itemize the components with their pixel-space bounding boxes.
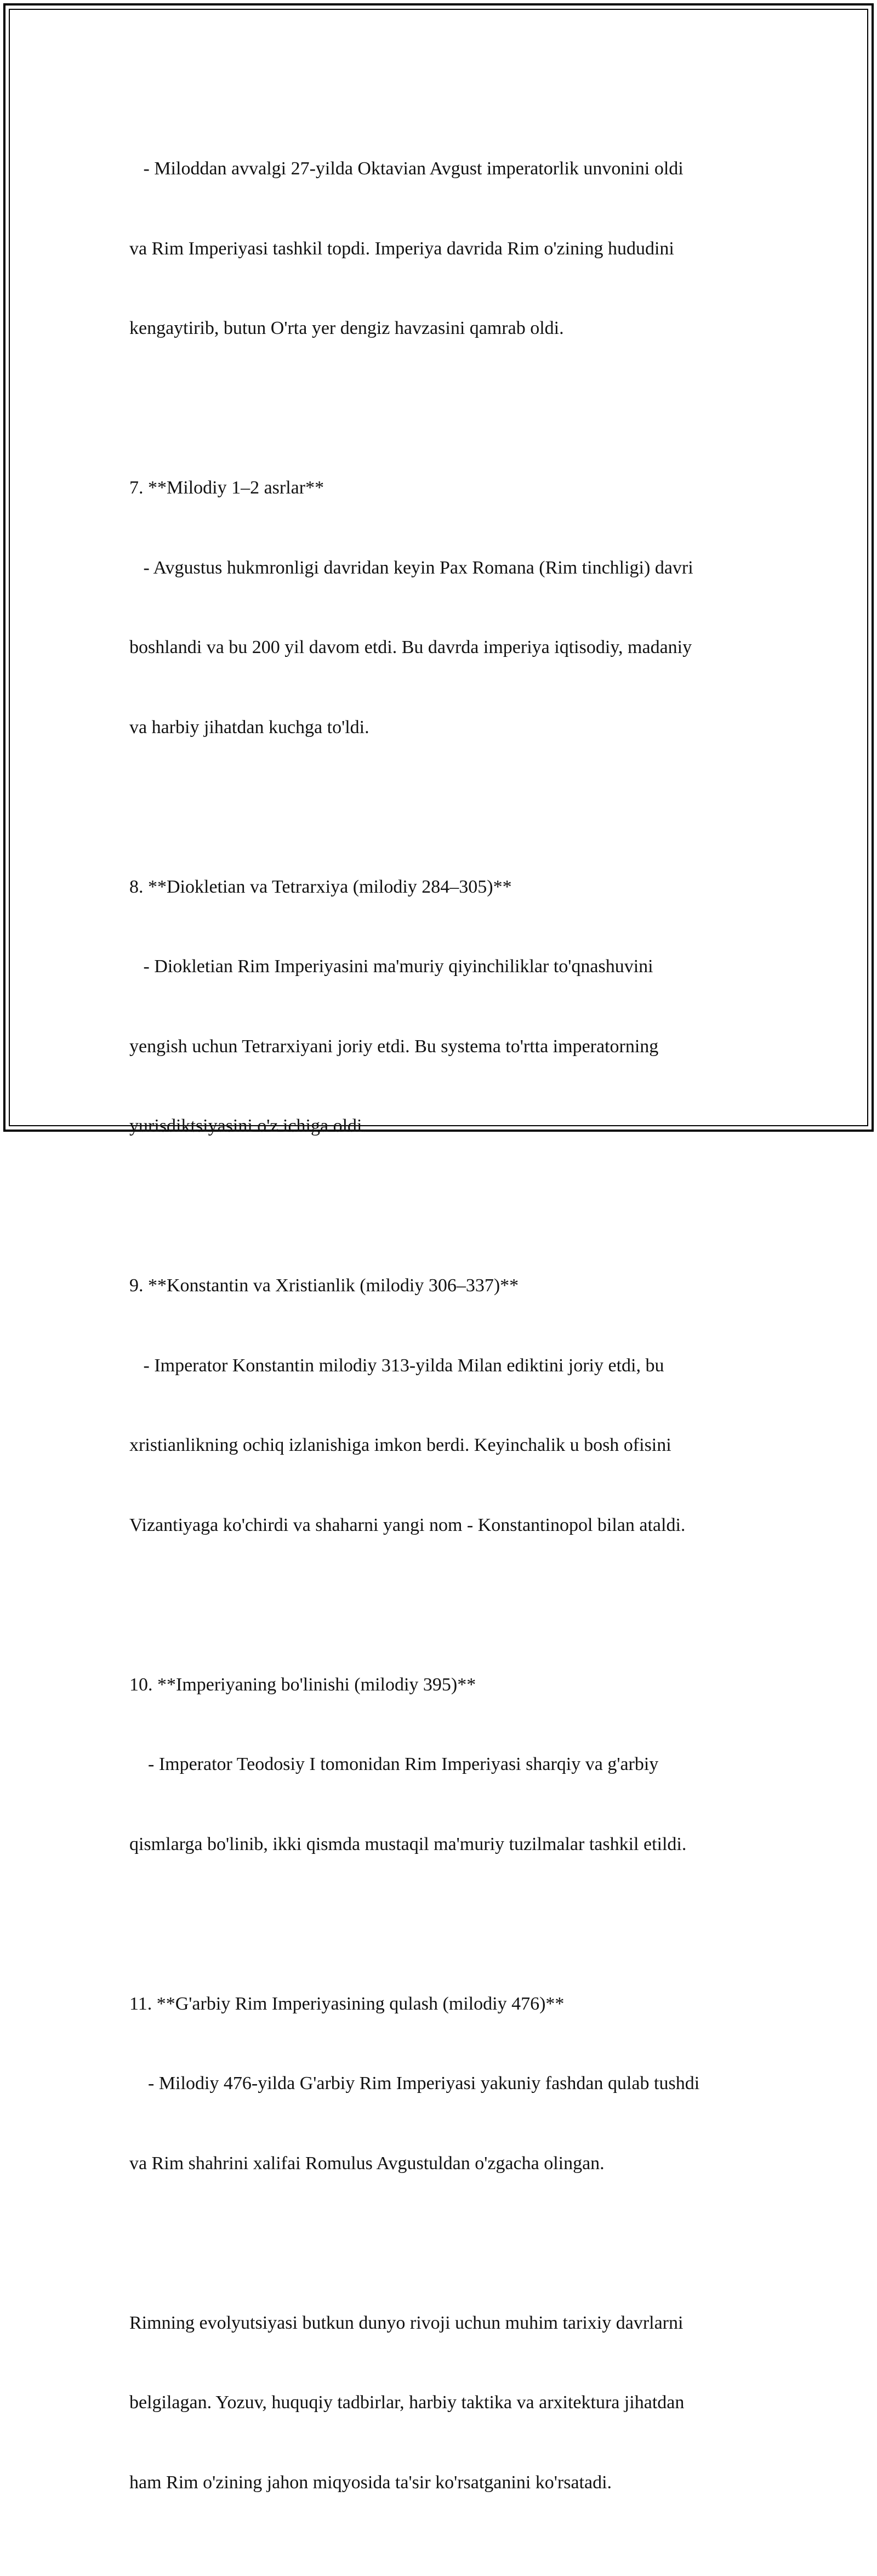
- text-line: boshlandi va bu 200 yil davom etdi. Bu davrda imperiya iqtisodiy, madaniy: [129, 637, 692, 657]
- paragraph-conclusion: [129, 2257, 760, 2550]
- text-line: - Diokletian Rim Imperiyasini ma'muriy qiyinchiliklar to'qnashuvini: [129, 956, 653, 977]
- list-item-8: [129, 821, 760, 1193]
- list-item-heading: 9. **Konstantin va Xristianlik (milodiy 306–337)**: [129, 1275, 519, 1296]
- text-line: ham Rim o'zining jahon miqyosida ta'sir ko'rsatganini ko'rsatadi.: [129, 2472, 612, 2493]
- text-line: xristianlikning ochiq izlanishiga imkon berdi. Keyinchalik u bosh ofisini: [129, 1435, 671, 1455]
- paragraph-augustus-empire: [129, 103, 760, 395]
- list-item-heading: 7. **Milodiy 1–2 asrlar**: [129, 478, 324, 498]
- text-line: - Avgustus hukmronligi davridan keyin Pax Romana (Rim tinchligi) davri: [129, 557, 693, 578]
- text-line: - Milodiy 476-yilda G'arbiy Rim Imperiyasi yakuniy fashdan qulab tushdi: [129, 2073, 700, 2093]
- document-body: [129, 103, 760, 2576]
- list-item-heading: 8. **Diokletian va Tetrarxiya (milodiy 284–305)**: [129, 876, 512, 897]
- list-item-10: [129, 1619, 760, 1911]
- text-line: - Imperator Teodosiy I tomonidan Rim Imperiyasi sharqiy va g'arbiy: [129, 1754, 659, 1774]
- text-line: - Imperator Konstantin milodiy 313-yilda Milan ediktini joriy etdi, bu: [129, 1355, 664, 1376]
- text-line: Vizantiyaga ko'chirdi va shaharni yangi nom - Konstantinopol bilan ataldi.: [129, 1514, 686, 1535]
- text-line: va harbiy jihatdan kuchga to'ldi.: [129, 717, 369, 737]
- text-line: kengaytirib, butun O'rta yer dengiz havzasini qamrab oldi.: [129, 318, 564, 338]
- text-line: belgilagan. Yozuv, huquqiy tadbirlar, harbiy taktika va arxitektura jihatdan: [129, 2392, 685, 2413]
- text-line: yurisdiktsiyasini o'z ichiga oldi.: [129, 1116, 367, 1136]
- text-line: va Rim shahrini xalifai Romulus Avgustuldan o'zgacha olingan.: [129, 2153, 605, 2174]
- list-item-7: [129, 422, 760, 794]
- text-line: Rimning evolyutsiyasi butkun dunyo rivoji uchun muhim tarixiy davrlarni: [129, 2312, 684, 2333]
- text-line: va Rim Imperiyasi tashkil topdi. Imperiya davrida Rim o'zining hududini: [129, 238, 674, 259]
- text-line: yengish uchun Tetrarxiyani joriy etdi. Bu systema to'rtta imperatorning: [129, 1036, 659, 1057]
- list-item-heading: 10. **Imperiyaning bo'linishi (milodiy 395)**: [129, 1674, 476, 1695]
- list-item-heading: 11. **G'arbiy Rim Imperiyasining qulash (milodiy 476)**: [129, 1993, 565, 2014]
- list-item-9: [129, 1219, 760, 1592]
- text-line: qismlarga bo'linib, ikki qismda mustaqil ma'muriy tuzilmalar tashkil etildi.: [129, 1834, 687, 1854]
- list-item-11: [129, 1938, 760, 2231]
- text-line: - Miloddan avvalgi 27-yilda Oktavian Avgust imperatorlik unvonini oldi: [129, 158, 684, 179]
